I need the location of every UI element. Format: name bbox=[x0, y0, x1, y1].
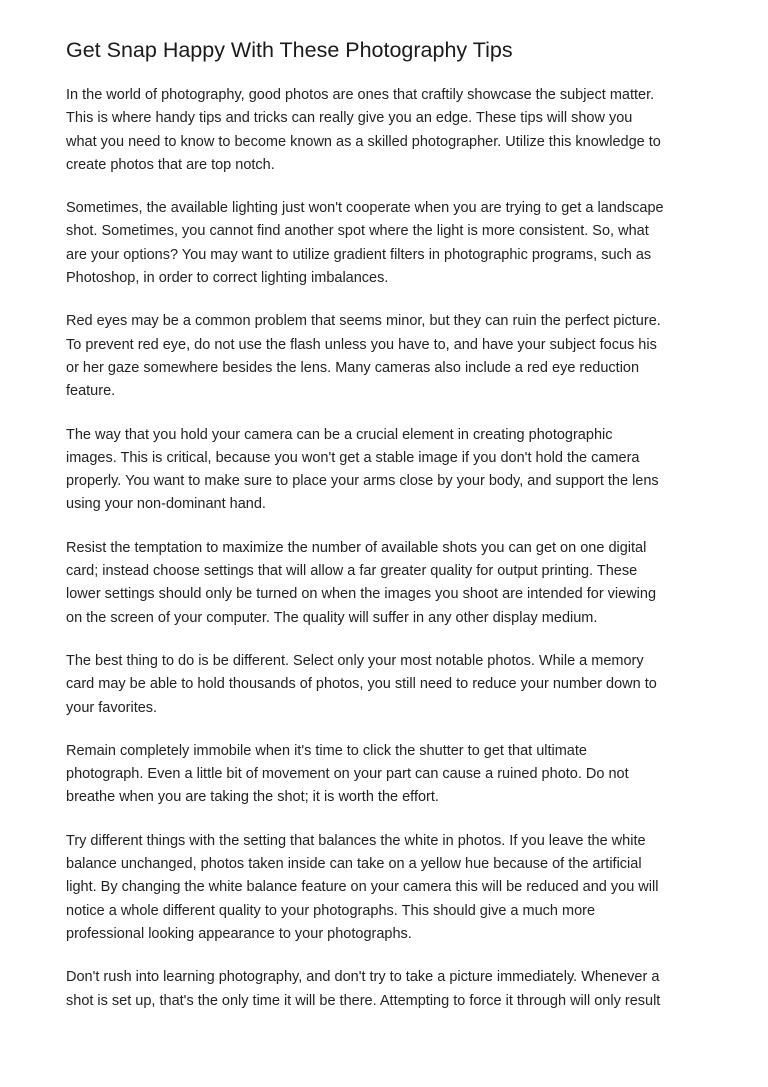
paragraph-line: Red eyes may be a common problem that seems minor, but they can ruin the perfect picture. bbox=[66, 313, 661, 330]
paragraph-line: or her gaze somewhere besides the lens. Many cameras also include a red eye reduction bbox=[66, 359, 640, 376]
paragraph-line: Remain completely immobile when it's time to click the shutter to get that ultimate bbox=[66, 742, 587, 759]
paragraph-line: professional looking appearance to your photographs. bbox=[66, 925, 412, 942]
paragraph-line: breathe when you are taking the shot; it is worth the effort. bbox=[66, 789, 439, 806]
paragraph-line: images. This is critical, because you won't get a stable image if you don't hold the camera bbox=[66, 449, 640, 466]
paragraph-line: Resist the temptation to maximize the number of available shots you can get on one digital bbox=[66, 539, 647, 556]
paragraph-line: This is where handy tips and tricks can really give you an edge. These tips will show you bbox=[66, 110, 633, 127]
paragraph-line: notice a whole different quality to your photographs. This should give a much more bbox=[66, 902, 596, 919]
paragraph-line: card; instead choose settings that will allow a far greater quality for output printing. These bbox=[66, 563, 638, 580]
paragraph-line: on the screen of your computer. The quality will suffer in any other display medium. bbox=[66, 609, 598, 626]
paragraph-line: light. By changing the white balance feature on your camera this will be reduced and you will bbox=[66, 879, 659, 896]
paragraph bbox=[66, 830, 716, 946]
paragraph bbox=[66, 197, 716, 290]
paragraph-line: Try different things with the setting that balances the white in photos. If you leave the white bbox=[66, 832, 646, 849]
paragraph-line: photograph. Even a little bit of movement on your part can cause a ruined photo. Do not bbox=[66, 766, 629, 783]
paragraph-line: To prevent red eye, do not use the flash unless you have to, and have your subject focus his bbox=[66, 336, 657, 353]
document-body bbox=[66, 84, 716, 1033]
paragraph-line: The best thing to do is be different. Select only your most notable photos. While a memory bbox=[66, 652, 644, 669]
paragraph bbox=[66, 310, 716, 403]
paragraph-line: Photoshop, in order to correct lighting imbalances. bbox=[66, 270, 389, 287]
paragraph-line: what you need to know to become known as a skilled photographer. Utilize this knowledge to bbox=[66, 133, 661, 150]
paragraph-line: feature. bbox=[66, 383, 116, 400]
paragraph-line: shot is set up, that's the only time it will be there. Attempting to force it through will only result bbox=[66, 992, 661, 1009]
paragraph-line: Don't rush into learning photography, and don't try to take a picture immediately. Whenever a bbox=[66, 969, 660, 986]
paragraph-line: balance unchanged, photos taken inside can take on a yellow hue because of the artificial bbox=[66, 856, 642, 873]
paragraph-line: card may be able to hold thousands of photos, you still need to reduce your number down to bbox=[66, 676, 657, 693]
paragraph-line: using your non-dominant hand. bbox=[66, 496, 266, 513]
paragraph-line: properly. You want to make sure to place your arms close by your body, and support the lens bbox=[66, 473, 659, 490]
paragraph bbox=[66, 966, 716, 1013]
paragraph bbox=[66, 740, 716, 810]
paragraph-line: are your options? You may want to utilize gradient filters in photographic programs, such as bbox=[66, 246, 652, 263]
paragraph bbox=[66, 424, 716, 517]
paragraph-line: Sometimes, the available lighting just won't cooperate when you are trying to get a landscape bbox=[66, 200, 664, 217]
paragraph bbox=[66, 84, 716, 177]
paragraph-line: The way that you hold your camera can be a crucial element in creating photographic bbox=[66, 426, 613, 443]
paragraph-line: shot. Sometimes, you cannot find another spot where the light is more consistent. So, what bbox=[66, 223, 649, 240]
paragraph bbox=[66, 650, 716, 720]
paragraph-line: create photos that are top notch. bbox=[66, 156, 275, 173]
paragraph-line: lower settings should only be turned on when the images you shoot are intended for viewing bbox=[66, 586, 657, 603]
paragraph-line: In the world of photography, good photos are ones that craftily showcase the subject matter. bbox=[66, 87, 655, 103]
document-title: Get Snap Happy With These Photography Tips bbox=[66, 38, 513, 62]
paragraph bbox=[66, 537, 716, 630]
paragraph-line: your favorites. bbox=[66, 699, 158, 716]
